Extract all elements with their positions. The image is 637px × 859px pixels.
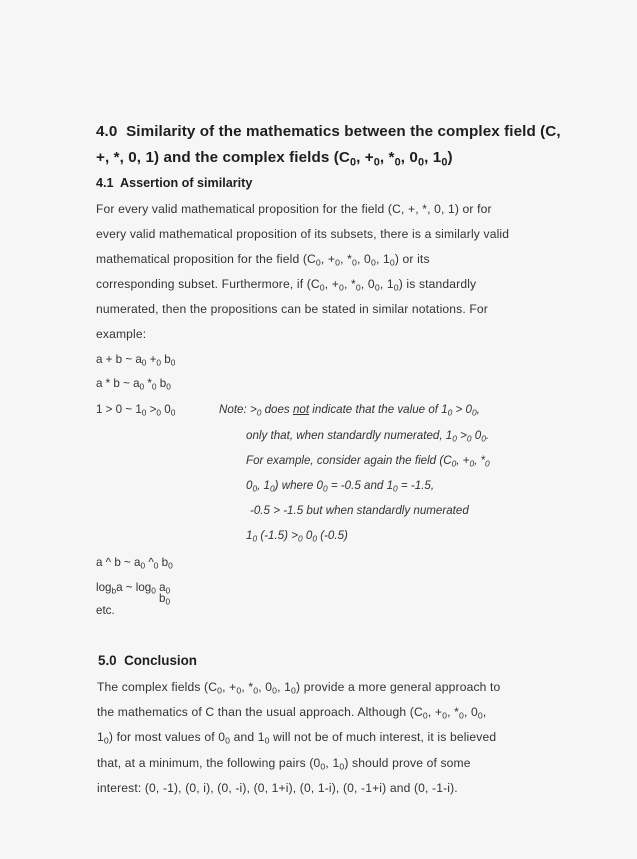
conclusion-line: that, at a minimum, the following pairs ($0_0$, $1_0$) should prove of some xyxy=(97,756,471,772)
note-line: -0.5 > -1.5 but when standardly numerated xyxy=(250,504,469,517)
paragraph-line: every valid mathematical proposition of its subsets, there is a similarly valid xyxy=(96,227,510,241)
section-4-heading-line2: +, *, 0, 1) and the complex fields ($C_0$, $+_0$, $*_0$, $0_0$, $1_0$) xyxy=(96,149,453,169)
example-etc: etc. xyxy=(96,604,115,617)
note-line: For example, consider again the field ($C_0$, $+_0$, $*_0$ xyxy=(246,454,490,469)
conclusion-line: The complex fields ($C_0$, $+_0$, $*_0$, $0_0$, $1_0$) provide a more general approach to xyxy=(97,680,501,696)
conclusion-line: interest: (0, -1), (0, i), (0, -i), (0, 1+i), (0, 1-i), (0, -1+i) and (0, -1-i). xyxy=(97,781,458,795)
example-multiplication: a * b ~ $a_0$ $*_0$ $b_0$ xyxy=(96,377,171,392)
section-4-heading-line1: 4.0 Similarity of the mathematics between the complex field (C, xyxy=(96,123,561,140)
note-line: Note: $>_0$ does not indicate that the value of $1_0 > 0_0$, xyxy=(219,403,480,418)
paragraph-line: example: xyxy=(96,327,147,341)
example-ordering: 1 > 0 ~ $1_0 >_0$ $0_0$ xyxy=(96,403,176,418)
paragraph-line: mathematical proposition for the field ($C_0$, $+_0$, $*_0$, $0_0$, $1_0$) or its xyxy=(96,252,430,268)
note-line: $1_0$ $(-1.5) >_0$ $0_0$ (-0.5) xyxy=(246,529,348,544)
paragraph-line: corresponding subset. Furthermore, if ($C_0$, $+_0$, $*_0$, $0_0$, $1_0$) is standardly xyxy=(96,277,477,293)
example-logarithm: $\log_ba$ ~ $\log_0 a_0$ xyxy=(96,581,171,596)
conclusion-line: the mathematics of C than the usual approach. Although ($C_0$, $+_0$, $*_0$, $0_0$, xyxy=(97,705,487,721)
example-exponent: a ^ b ~ $a_0$ $\^{}_0$ $b_0$ xyxy=(96,556,173,571)
section-5-heading: 5.0 Conclusion xyxy=(98,653,197,668)
paragraph-line: For every valid mathematical proposition for the field (C, +, *, 0, 1) or for xyxy=(96,202,492,216)
note-line: only that, when standardly numerated, $1_0 >_0$ $0_0$. xyxy=(246,429,490,444)
paragraph-line: numerated, then the propositions can be stated in similar notations. For xyxy=(96,302,488,316)
section-4-1-subheading: 4.1 Assertion of similarity xyxy=(96,176,253,190)
note-line: $0_0$, $1_0$) where $0_0 = -0.5$ and $1_0 = -1.5$, xyxy=(246,479,435,494)
conclusion-line: $1_0$) for most values of $0_0$ and $1_0$ will not be of much interest, it is believed xyxy=(97,730,497,746)
example-addition: a + b ~ $a_0 +_0$ $b_0$ xyxy=(96,353,176,368)
example-logarithm-base: $b_0$ xyxy=(159,592,171,607)
